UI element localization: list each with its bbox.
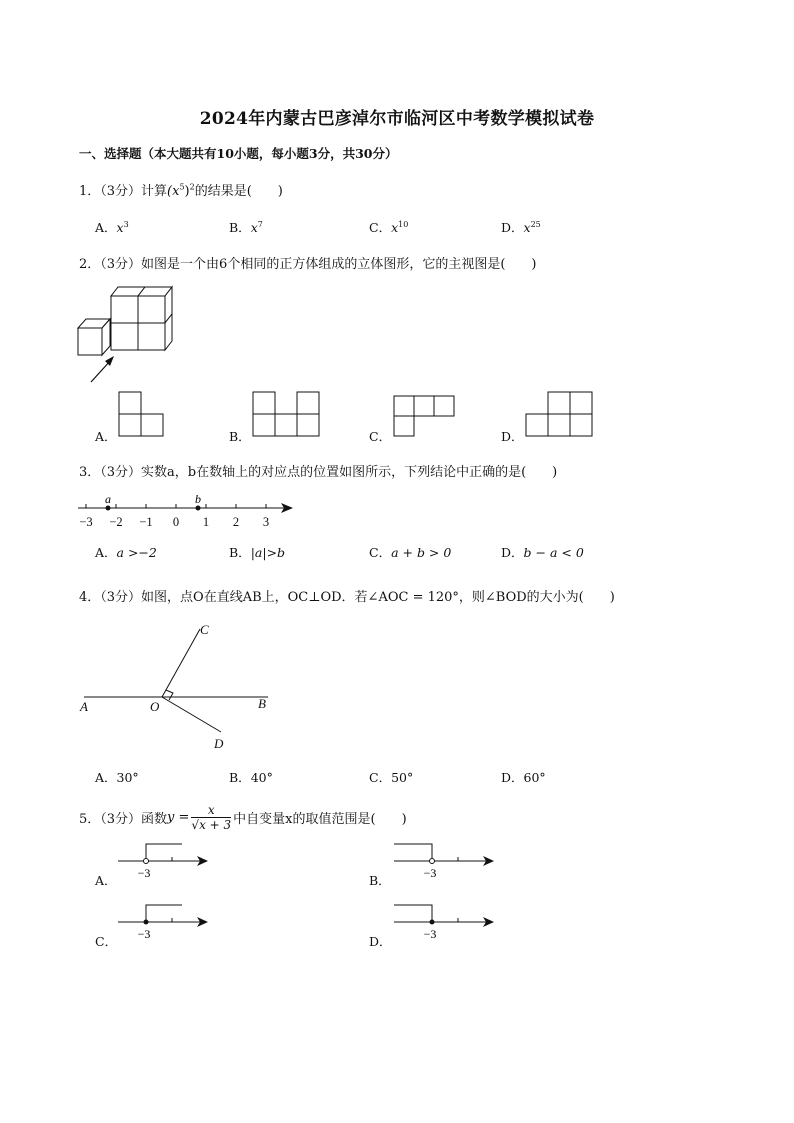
- q2-option-a-figure[interactable]: [118, 391, 168, 441]
- q5-option-d[interactable]: D．: [369, 934, 392, 949]
- q1-option-b[interactable]: B．$x^7$: [229, 219, 263, 235]
- q2-option-b-figure[interactable]: [252, 391, 322, 441]
- q3-option-a[interactable]: A．a >−2: [95, 545, 157, 560]
- q4-right-angle-mark: [166, 690, 173, 700]
- q3-tick-label: 0: [172, 515, 180, 529]
- q3-tick-label: −2: [109, 515, 123, 529]
- q4-option-c[interactable]: C．50°: [369, 770, 414, 785]
- q3-point-a: [106, 506, 111, 511]
- q2-option-d[interactable]: D．: [501, 429, 524, 444]
- q4-option-d[interactable]: D．60°: [501, 770, 546, 785]
- svg-text:−3: −3: [137, 866, 151, 880]
- section-header: 一、选择题（本大题共有10小题，每小题3分，共30分）: [79, 146, 398, 161]
- q4-option-b[interactable]: B．40°: [229, 770, 273, 785]
- q5-option-a[interactable]: A．: [95, 873, 117, 888]
- q4-ray-oc: [162, 629, 200, 697]
- q1-option-d[interactable]: D．$x^{25}$: [501, 219, 541, 235]
- q2-option-c[interactable]: C．: [369, 429, 392, 444]
- q3-tick-label: −1: [139, 515, 153, 529]
- q5-option-c[interactable]: C．: [95, 934, 118, 949]
- q3-option-c[interactable]: C．a + b > 0: [369, 545, 452, 560]
- q4-angle-figure: [76, 620, 286, 750]
- q2-option-b[interactable]: B．: [229, 429, 251, 444]
- q5-prefix: 5．（3分）函数: [79, 812, 168, 827]
- q5-fraction: $\frac{x}{√x + 3}$: [191, 803, 232, 832]
- svg-text:−3: −3: [423, 866, 437, 880]
- q3-point-b: [196, 506, 201, 511]
- q5-func-lhs: y =: [167, 810, 190, 825]
- question-5: [79, 803, 407, 833]
- svg-text:−3: −3: [423, 927, 437, 941]
- q4-option-a[interactable]: A．30°: [95, 770, 139, 785]
- q3-tick-label: −3: [79, 515, 93, 529]
- q5-option-b-figure[interactable]: [392, 841, 502, 881]
- q1-option-c[interactable]: C．$x^{10}$: [369, 219, 409, 235]
- q4-label-b: B: [258, 696, 266, 711]
- q4-label-a: A: [80, 699, 88, 714]
- q1-prefix: 1．（3分）计算: [79, 184, 168, 199]
- q5-option-b[interactable]: B．: [369, 873, 391, 888]
- question-3: 3．（3分）实数a，b在数轴上的对应点的位置如图所示，下列结论中正确的是( ): [79, 465, 558, 480]
- q1-expr: $(x^5)^2$: [167, 182, 195, 199]
- q1-option-a[interactable]: A．$x^3$: [95, 219, 129, 235]
- q3-label-b: b: [195, 492, 201, 506]
- q4-label-o: O: [150, 699, 160, 714]
- q2-option-a[interactable]: A．: [95, 429, 117, 444]
- svg-text:−3: −3: [137, 927, 151, 941]
- q5-option-d-figure[interactable]: [392, 902, 502, 942]
- q5-suffix: 中自变量x的取值范围是( ): [233, 812, 407, 827]
- q2-cube-figure: [74, 283, 174, 383]
- q5-option-a-figure[interactable]: [116, 841, 216, 881]
- q3-option-d[interactable]: D．b − a < 0: [501, 545, 584, 560]
- q3-tick-label: 3: [262, 515, 270, 529]
- exam-title: 2024年内蒙古巴彦淖尔市临河区中考数学模拟试卷: [199, 109, 595, 129]
- question-1: [79, 180, 283, 199]
- question-2: 2．（3分）如图是一个由6个相同的正方体组成的立体图形，它的主视图是( ): [79, 257, 537, 272]
- q4-label-c: C: [200, 622, 209, 637]
- q3-tick-label: 2: [232, 515, 240, 529]
- q5-option-c-figure[interactable]: [116, 902, 216, 942]
- q2-option-c-figure[interactable]: [393, 395, 463, 445]
- question-4: 4．（3分）如图，点O在直线AB上，OC⊥OD．若∠AOC = 120°，则∠BOD的大小为( ): [79, 590, 615, 605]
- q3-option-b[interactable]: B．|a|>b: [229, 545, 286, 560]
- q4-ray-od: [162, 697, 221, 732]
- q1-suffix: 的结果是( ): [194, 184, 283, 199]
- q4-label-d: D: [214, 736, 224, 751]
- q3-number-line: [74, 491, 304, 531]
- q3-label-a: a: [105, 492, 111, 506]
- q3-tick-label: 1: [202, 515, 210, 529]
- q2-option-d-figure[interactable]: [525, 391, 595, 441]
